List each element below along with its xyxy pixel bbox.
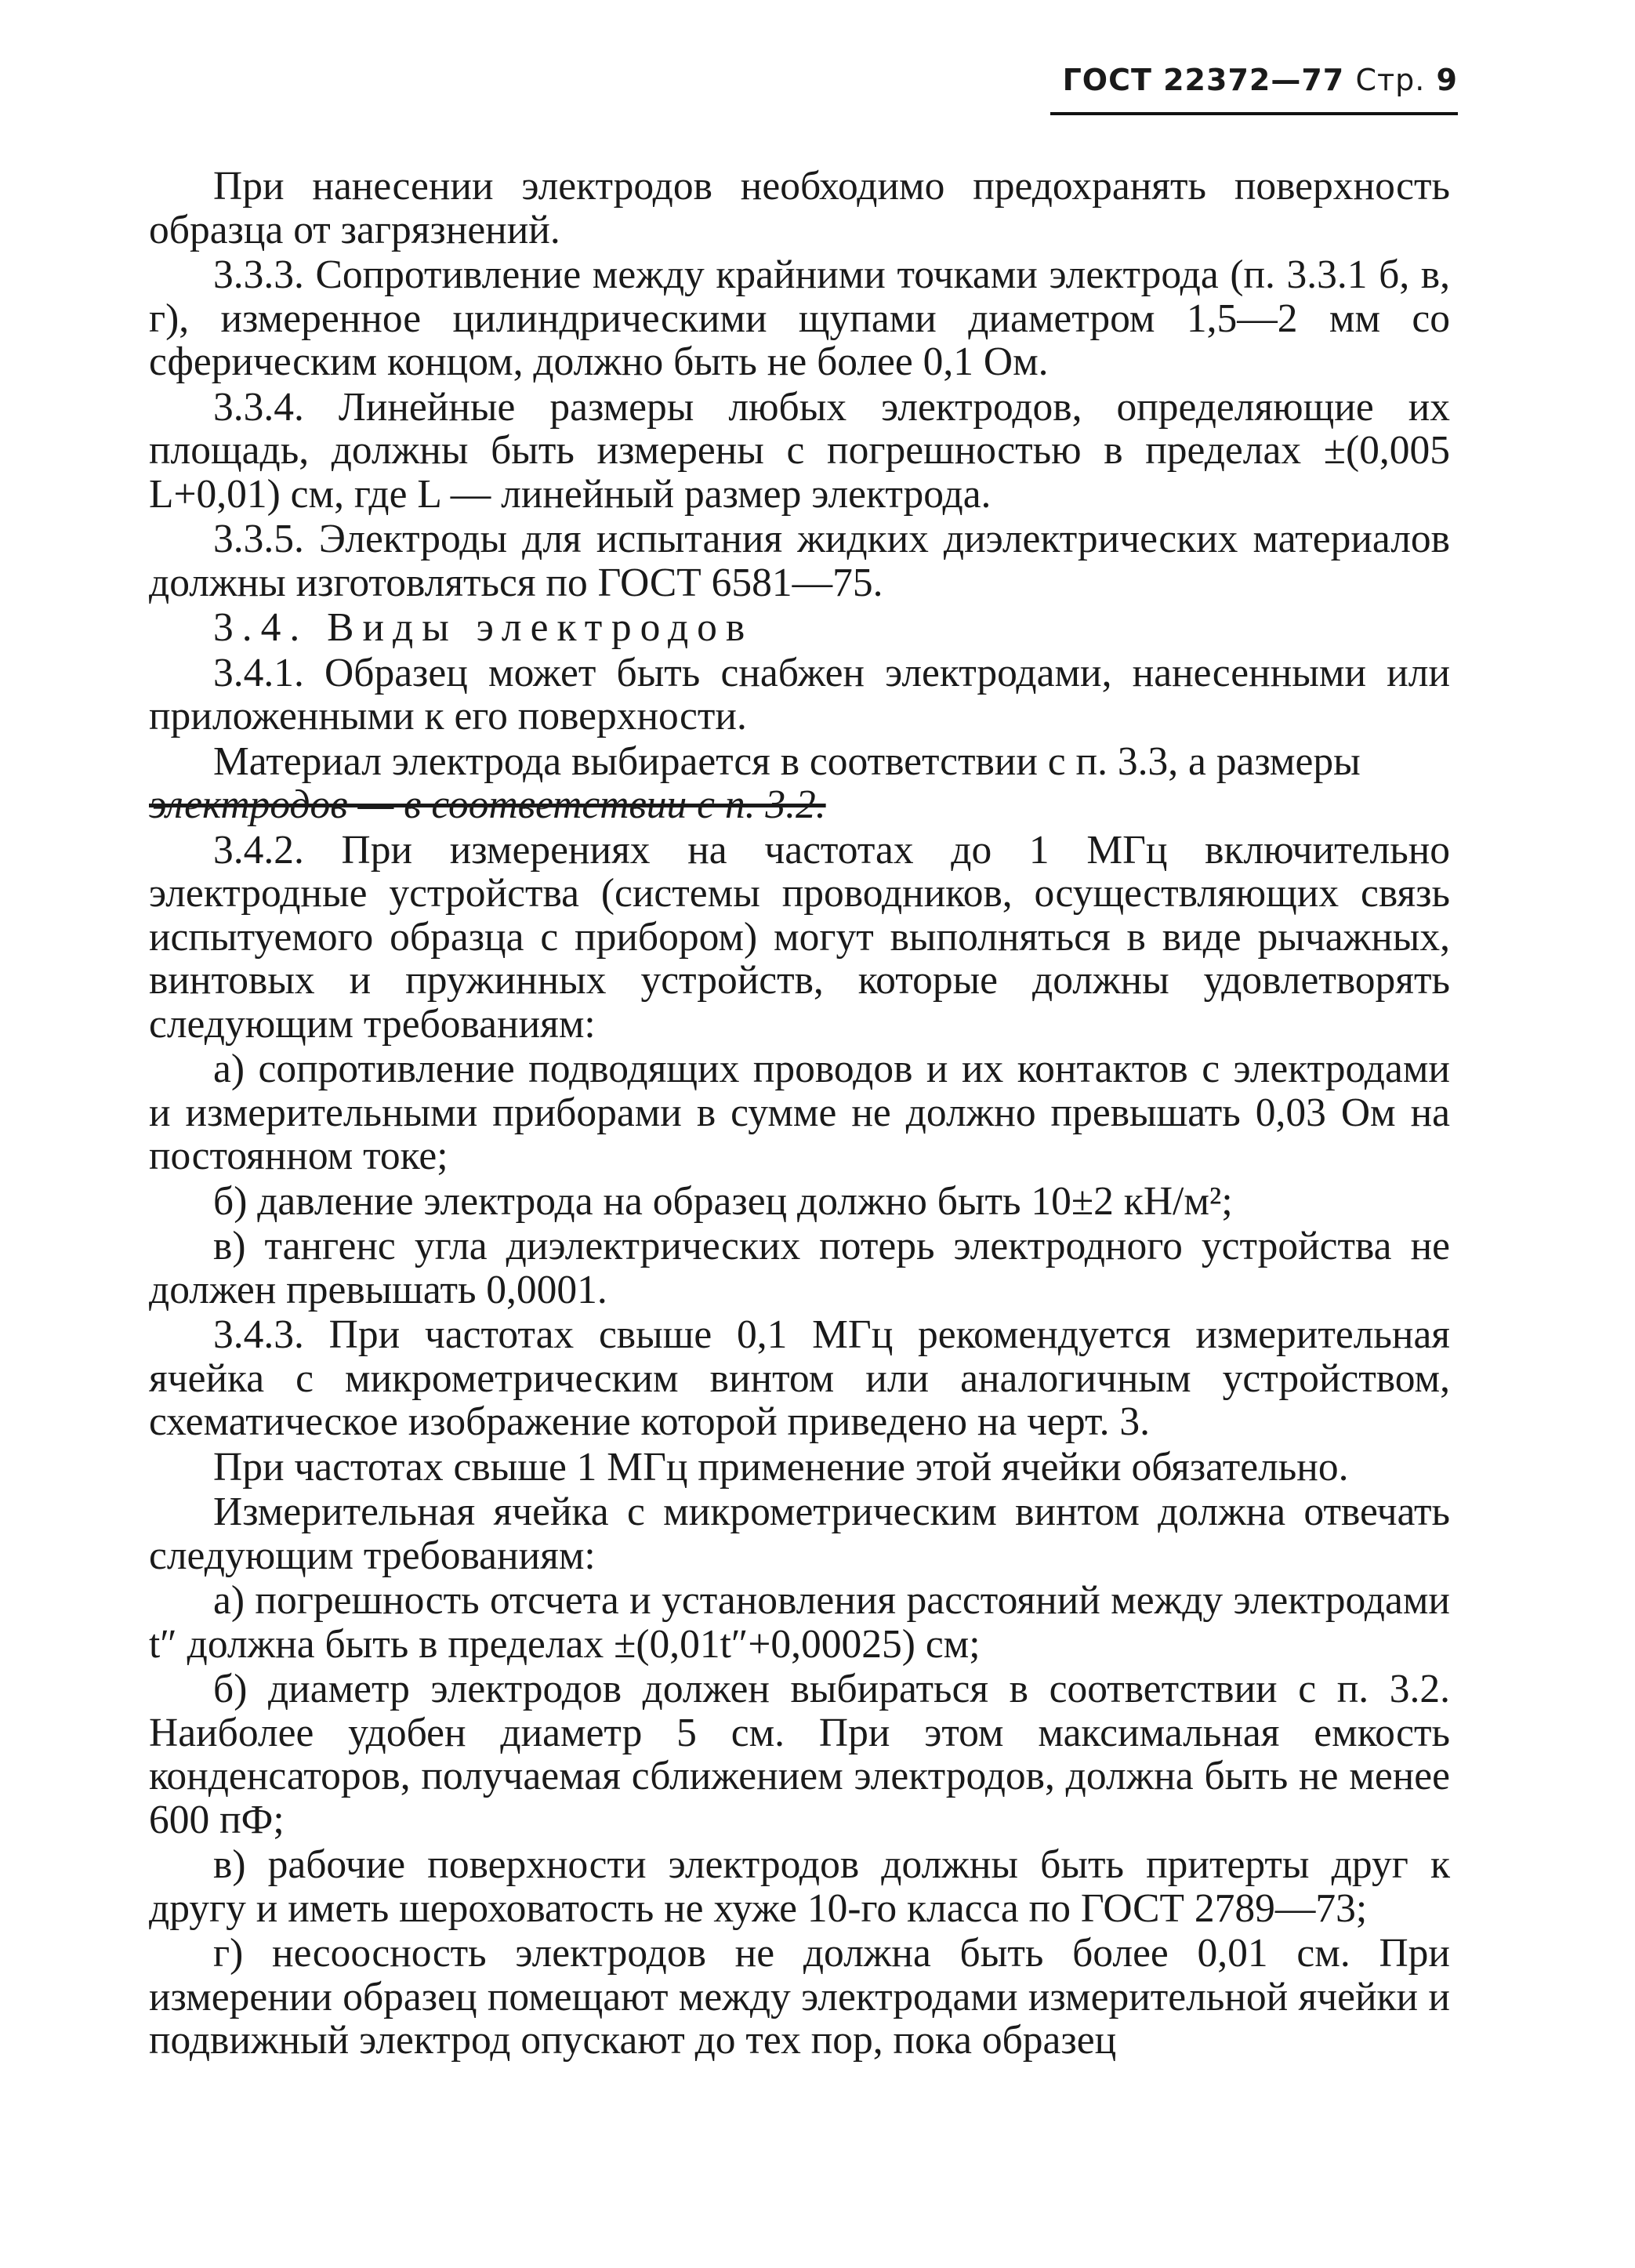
paragraph: При частотах свыше 1 МГц применение этой ячейки обязательно. [213, 1444, 1349, 1490]
list-item: в) рабочие поверхности электродов должны быть притерты друг к другу и иметь шероховатость не хуже 10-го класса по ГОСТ 2789—73; [149, 1842, 1450, 1931]
header-rule [1050, 112, 1458, 115]
paragraph: 3.3.5. Электроды для испытания жидких диэлектрических материалов должны изготовляться по ГОСТ 6581—75. [149, 517, 1450, 605]
struck-text: электродов — в соответствии с п. 3.2. [149, 782, 826, 827]
list-item: а) погрешность отсчета и установления расстояний между электродами t″ должна быть в пределах ±(0,01t″+0,00025) см; [149, 1578, 1450, 1667]
page-number: 9 [1436, 63, 1458, 97]
body-text [149, 165, 1450, 2064]
section-heading: 3.4. Виды электродов [213, 605, 754, 650]
list-item: в) тангенс угла диэлектрических потерь электродного устройства не должен превышать 0,0001. [149, 1224, 1450, 1312]
list-item: а) сопротивление подводящих проводов и их контактов с электродами и измерительными приборами в сумме не должно превышать 0,03 Ом на постоянном токе; [149, 1047, 1450, 1178]
paragraph: 3.3.4. Линейные размеры любых электродов, определяющие их площадь, должны быть измерены с погрешностью в пределах ±(0,005 L+0,01) см, где L — линейный размер электрода. [149, 384, 1450, 517]
running-header [1042, 63, 1458, 97]
paragraph: При нанесении электродов необходимо предохранять поверхность образца от загрязнений. [149, 164, 1450, 252]
paragraph: 3.4.2. При измерениях на частотах до 1 МГц включительно электродные устройства (системы проводников, осуществляющих связь испытуемого образца с прибором) могут выполняться в виде рычажных, винтовых и пружинных устройств, которые должны удовлетворять следующим требованиям: [149, 827, 1450, 1047]
list-item: б) диаметр электродов должен выбираться в соответствии с п. 3.2. Наиболее удобен диаметр 5 см. При этом максимальная емкость конденсаторов, получаемая сближением электродов, должна быть не менее 600 пФ; [149, 1667, 1450, 1842]
paragraph: 3.4.1. Образец может быть снабжен электродами, нанесенными или приложенными к его поверхности. [149, 650, 1450, 738]
paragraph: 3.3.3. Сопротивление между крайними точками электрода (п. 3.3.1 б, в, г), измеренное цилиндрическими щупами диаметром 1,5—2 мм со сферическим концом, должно быть не более 0,1 Ом. [149, 252, 1450, 384]
page-label: Стр. [1355, 63, 1426, 97]
paragraph: 3.4.3. При частотах свыше 0,1 МГц рекомендуется измерительная ячейка с микрометрическим винтом или аналогичным устройством, схематическое изображение которой приведено на черт. 3. [149, 1312, 1450, 1444]
paragraph: Материал электрода выбирается в соответствии с п. 3.3, а размеры [213, 738, 1361, 784]
list-item: г) несоосность электродов не должна быть более 0,01 см. При измерении образец помещают между электродами измерительной ячейки и подвижный электрод опускают до тех пор, пока образец [149, 1931, 1450, 2063]
list-item: б) давление электрода на образец должно быть 10±2 кН/м²; [213, 1178, 1233, 1224]
paragraph: Измерительная ячейка с микрометрическим винтом должна отвечать следующим требованиям: [149, 1490, 1450, 1578]
standard-number: ГОСТ 22372—77 [1062, 63, 1345, 97]
